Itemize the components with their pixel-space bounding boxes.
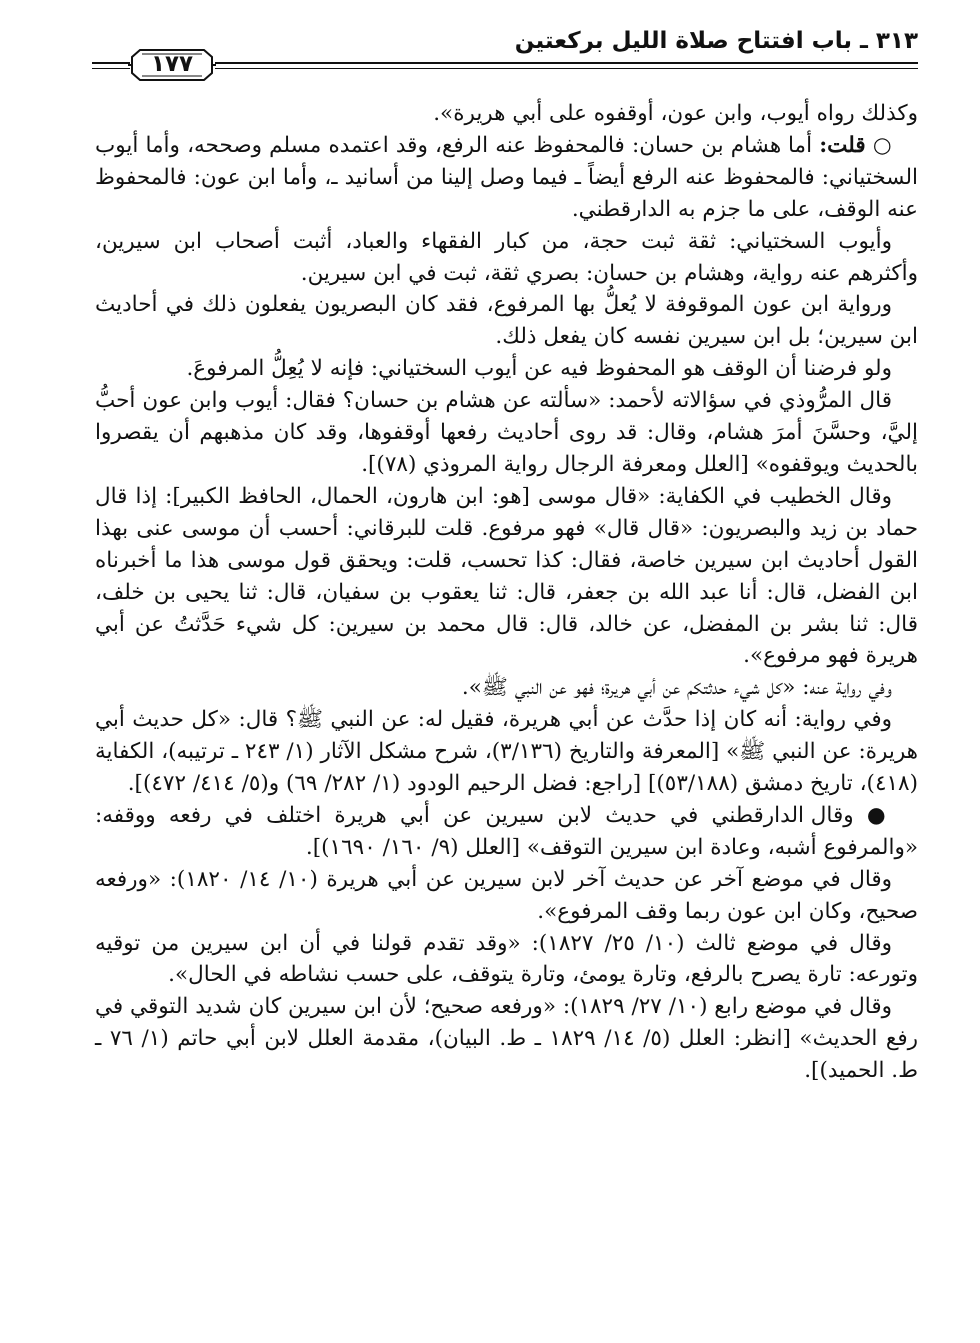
header-rule (215, 62, 918, 64)
paragraph: ورواية ابن عون الموقوفة لا يُعلُّ بها المرفوع، فقد كان البصريون يفعلون ذلك في أحاديث ابن سيرين؛ بل ابن سيرين نفسه كان يفعل ذلك. (95, 292, 918, 350)
paragraph: وكذلك رواه أيوب، وابن عون، أوقفوه على أبي هريرة». (433, 101, 918, 126)
paragraph: ولو فرضنا أن الوقف هو المحفوظ فيه عن أيوب السختياني: فإنه لا يُعِلُّ المرفوعَ. (186, 356, 892, 382)
paragraph: وقال الخطيب في الكفاية: «قال موسى [هو: ابن هارون، الحمال، الحافظ الكبير]: إذا قال حماد بن زيد والبصريون: «قال قال» فهو مرفوع. قلت للبرقاني: أحسب أن موسى عنى بهذا القول أحاديث ابن سيرين خاصة، فقال: كذا تحسب، قلت: ويحقق قول موسى هذا ما أخبرناه ابن الفضل، قال: أنا عبد الله بن جعفر، قال: ثنا يعقوب بن سفيان، قال: ثنا يحيى بن خلف، قال: ثنا بشر بن المفضل، عن خالد، قال: قال محمد بن سيرين: كل شيء حَدَّثتُ عن أبي هريرة فهو مرفوع». (95, 483, 918, 669)
chapter-heading: ٣١٣ ـ باب افتتاح صلاة الليل بركعتين (514, 28, 918, 54)
paragraph: وفي رواية عنه: «كل شيء حدثتكم عن أبي هريرة؛ فهو عن النبي ﷺ». (461, 675, 892, 701)
dot-bullet-icon: ● (866, 802, 892, 828)
page-number-badge (128, 47, 216, 83)
paragraph: وفي رواية: أنه كان إذا حدَّث عن أبي هريرة، فقيل له: عن النبي ﷺ؟ قال: «كل حديث أبي هريرة: عن النبي ﷺ» [المعرفة والتاريخ (٣/١٣٦)، شرح مشكل الآثار (١/ ٢٤٣ ـ ترتيبه)، الكفاية (٤١٨)، تاريخ دمشق (٥٣/١٨٨)] [راجع: فضل الرحيم الودود (١/ ٢٨٢/ ٦٩) و(٥/ ٤١٤/ ٤٧٢)]. (95, 707, 919, 797)
circle-bullet-icon: ○ (872, 132, 892, 158)
paragraph: وقال في موضع ثالث (١٠/ ٢٥/ ١٨٢٧): «وقد تقدم قولنا في أن ابن سيرين من توقيه وتورعه: تارة يصرح بالرفع، وتارة يومئ، وتارة يتوقف، على حسب نشاطه في الحال». (95, 930, 918, 988)
paragraph: ● وقال الدارقطني في حديث لابن سيرين عن أبي هريرة اختلف في رفعه ووقفه: «والمرفوع أشبه، وعادة ابن سيرين التوقف» [العلل (٩/ ١٦٠/ ١٦٩٠)]. (95, 802, 918, 860)
paragraph: ○ قلت: أما هشام بن حسان: فالمحفوظ عنه الرفع، وقد اعتمده مسلم وصححه، وأما أيوب السختياني: فالمحفوظ عنه الرفع أيضاً ـ فيما وصل إلينا من أسانيد ـ، وأما ابن عون: فالمحفوظ عنه الوقف، على ما جزم به الدارقطني. (95, 132, 918, 222)
page-number: ١٧٧ (150, 51, 194, 77)
header-rule-left-thin (92, 68, 130, 69)
paragraph: وأيوب السختياني: ثقة ثبت حجة، من كبار الفقهاء والعباد، أثبت أصحاب ابن سيرين، وأكثرهم عنه رواية، وهشام بن حسان: بصري ثقة، ثبت في ابن سيرين. (95, 228, 918, 286)
paragraph: وقال في موضع رابع (١٠/ ٢٧/ ١٨٢٩): «ورفعه صحيح؛ لأن ابن سيرين كان شديد التوقي في رفع الحديث» [انظر: العلل (٥/ ١٤/ ١٨٢٩ ـ ط. البيان)، مقدمة العلل لابن أبي حاتم (١/ ٧٦ ـ ط. الحميد)]. (95, 994, 919, 1084)
page-body (95, 98, 918, 1087)
paragraph: وقال في موضع آخر عن حديث آخر لابن سيرين عن أبي هريرة (١٠/ ١٤/ ١٨٢٠): «ورفعه صحيح، وكان ابن عون ربما وقف المرفوع». (95, 866, 918, 924)
paragraph-lead: قلت: (819, 132, 866, 158)
header-rule-left (92, 62, 130, 64)
paragraph: قال المرُّوذي في سؤالاته لأحمد: «سألته عن هشام بن حسان؟ فقال: أيوب وابن عون أحبُّ إليَّ، وحسَّنَ أمرَ هشام، وقال: قد روى أحاديث رفعها أوقفوها، وقد كان مذهبهم أن يقصروا بالحديث ويوقفوه» [العلل ومعرفة الرجال رواية المروذي (٧٨)]. (95, 388, 918, 477)
header-rule-thin (215, 68, 918, 69)
